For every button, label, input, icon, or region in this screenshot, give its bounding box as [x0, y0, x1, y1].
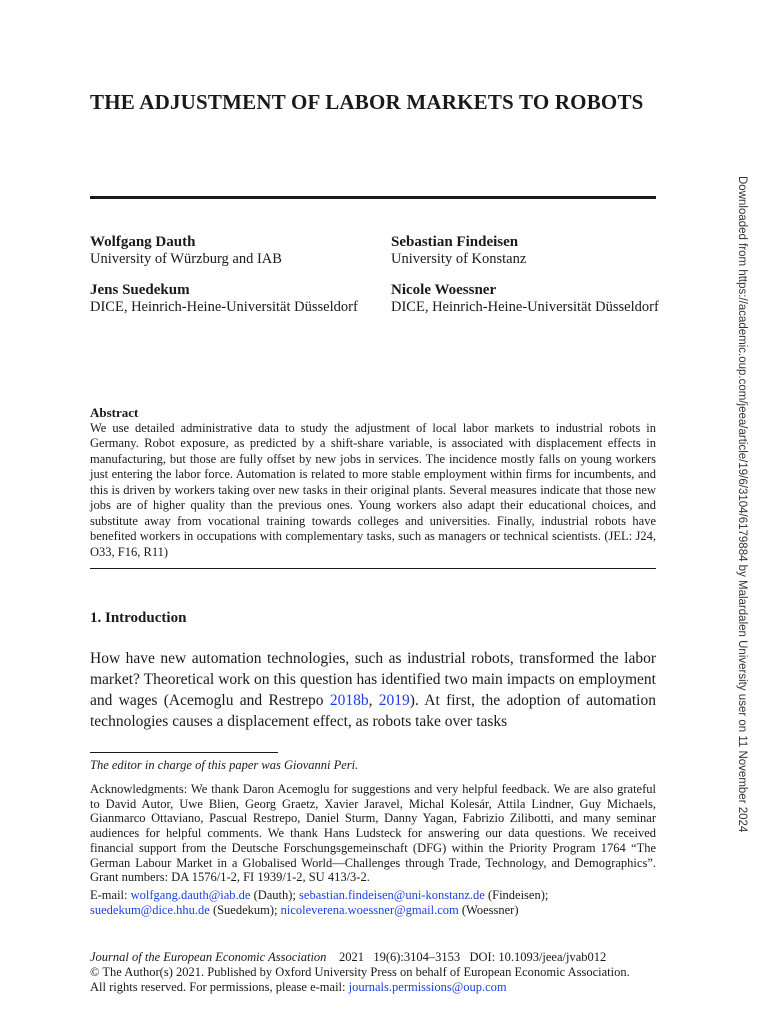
author-name: Sebastian Findeisen	[391, 234, 519, 250]
author-name: Wolfgang Dauth	[90, 234, 196, 250]
email-link[interactable]: sebastian.findeisen@uni-konstanz.de	[299, 888, 485, 902]
footnote-rule	[90, 752, 278, 753]
author-affiliation: University of Konstanz	[391, 251, 527, 267]
citation-link[interactable]: 2018b	[329, 692, 369, 709]
journal-citation-line	[90, 950, 660, 965]
email-owner: (Findeisen);	[484, 888, 549, 902]
copyright-line: © The Author(s) 2021. Published by Oxford University Press on behalf of European Economic Association.	[90, 964, 630, 979]
abstract-heading: Abstract	[90, 405, 139, 420]
title-rule	[90, 196, 656, 199]
author-block	[391, 234, 681, 268]
abstract-text: We use detailed administrative data to study the adjustment of local labor markets to industrial robots in Germany. Robot exposure, as predicted by a shift-share variable, is associated with displacement effects in manufacturing, but those are fully offset by new jobs in services. The incidence mostly falls on young workers just entering the labor force. Automation is related to more stable employment within firms for incumbents, and this is driven by workers taking over new tasks in their original plants. Several measures indicate that those new jobs are of higher quality than the previous ones. Young workers also adapt their educational choices, and substitute away from vocational training towards colleges and universities. Finally, industrial robots have benefited workers in occupations with complementary tasks, such as managers or technical scientists. (JEL: J24, O33, F16, R11)	[90, 420, 656, 559]
paragraph-text: ). At first, the adoption of automation technologies causes a displacement effect, as robots take over tasks	[90, 692, 656, 730]
author-block	[90, 282, 380, 316]
permissions-email-link[interactable]: journals.permissions@oup.com	[348, 979, 507, 994]
paragraph-text: How have new automation technologies, such as industrial robots, transformed the labor market? Theoretical work on this question has identified two main impacts on employment and wages (Acemoglu and Restrepo	[90, 650, 656, 709]
article-title: THE ADJUSTMENT OF LABOR MARKETS TO ROBOTS	[90, 90, 644, 114]
rights-text: All rights reserved. For permissions, please e-mail:	[90, 979, 349, 994]
email-owner: (Dauth);	[250, 888, 300, 902]
abstract	[90, 405, 656, 560]
abstract-rule	[90, 568, 656, 569]
journal-doi: DOI: 10.1093/jeea/jvab012	[469, 950, 607, 964]
section-heading: 1. Introduction	[90, 610, 187, 626]
journal-volume: 19(6):3104–3153	[373, 950, 461, 964]
download-notice: Downloaded from https://academic.oup.com/jeea/article/19/6/3104/6179884 by Malardalen University user on 11 November 2024	[736, 176, 748, 833]
citation-separator: ,	[368, 692, 379, 709]
email-owner: (Suedekum);	[209, 903, 281, 917]
section-paragraph	[90, 648, 656, 732]
editor-note: The editor in charge of this paper was Giovanni Peri.	[90, 758, 359, 772]
citation-link[interactable]: 2019	[378, 692, 410, 709]
email-label: E-mail:	[90, 888, 131, 902]
journal-info	[90, 950, 660, 994]
email-link[interactable]: nicoleverena.woessner@gmail.com	[280, 903, 459, 917]
author-block	[90, 234, 380, 268]
author-name: Jens Suedekum	[90, 282, 190, 298]
acknowledgments: Acknowledgments: We thank Daron Acemoglu for suggestions and very helpful feedback. We are also grateful to David Autor, Uwe Blien, Georg Graetz, Xavier Jaravel, Michal Kolesár, Attila Lindner, Guy Michaels, Gianmarco Ottaviano, Pascual Restrepo, Daniel Sturm, Danny Yagan, Fabrizio Zilibotti, and many seminar audiences for helpful comments. We thank Hans Ludsteck for answering our data questions. We received financial support from the Deutsche Forschungsgemeinschaft (DFG) within the Priority Program 1764 “The German Labour Market in a Globalised World—Challenges through Trade, Technology, and Demographics”. Grant numbers: DA 1576/1-2, FI 1939/1-2, SU 413/3-2.	[90, 782, 656, 885]
email-link[interactable]: wolfgang.dauth@iab.de	[130, 888, 251, 902]
journal-year: 2021	[338, 950, 364, 964]
rights-line	[90, 980, 660, 995]
journal-name: Journal of the European Economic Association	[90, 950, 327, 964]
author-name: Nicole Woessner	[391, 282, 497, 298]
email-block	[90, 888, 656, 918]
author-block	[391, 282, 681, 316]
author-affiliation: DICE, Heinrich-Heine-Universität Düsseldorf	[90, 299, 358, 315]
author-affiliation: DICE, Heinrich-Heine-Universität Düsseldorf	[391, 299, 659, 315]
author-affiliation: University of Würzburg and IAB	[90, 251, 282, 267]
email-owner: (Woessner)	[458, 903, 519, 917]
email-link[interactable]: suedekum@dice.hhu.de	[90, 903, 210, 917]
